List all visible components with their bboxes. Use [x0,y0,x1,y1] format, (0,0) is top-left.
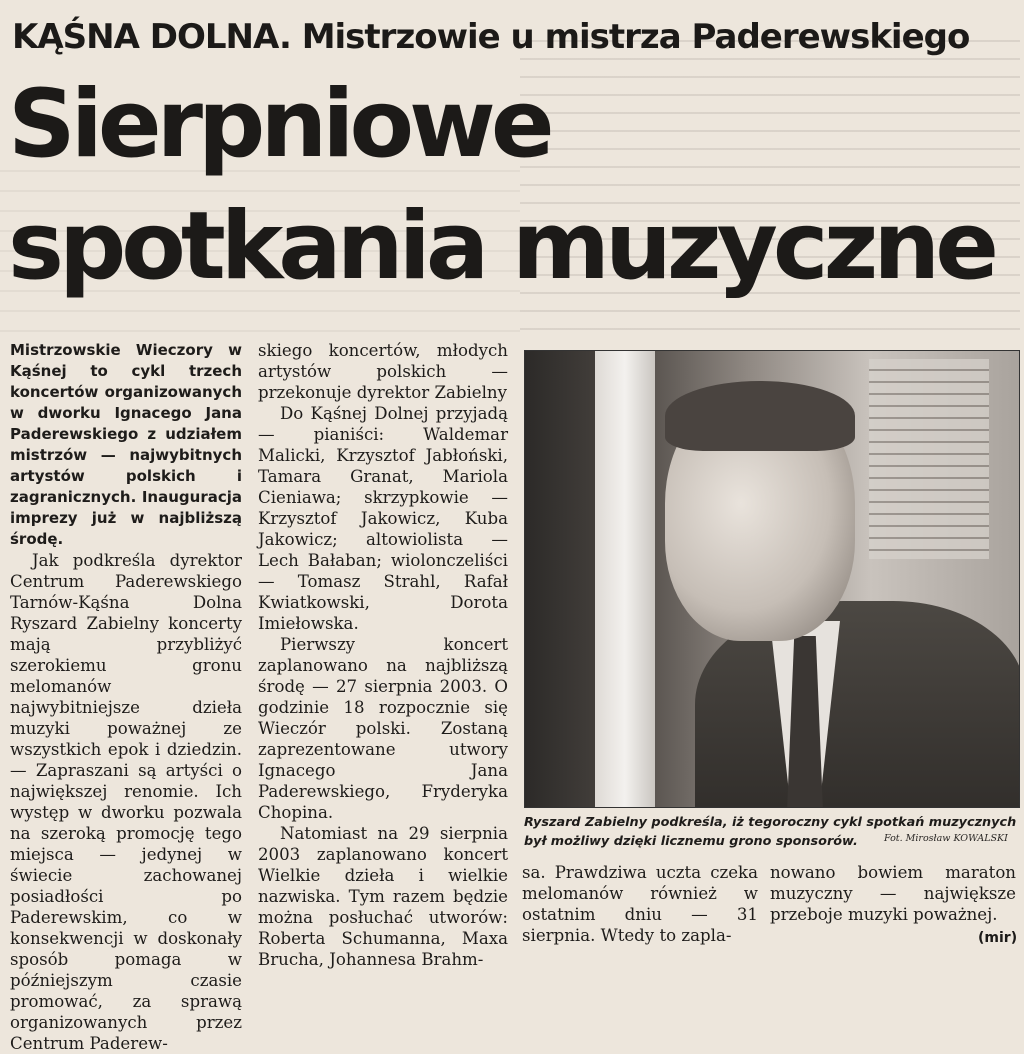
photo-credit: Fot. Mirosław KOWALSKI [884,833,1008,844]
lead-paragraph: Mistrzowskie Wieczory w Kąśnej to cykl trzech koncertów organizowanych w dworku Ignacego Jana Paderewskiego z udziałem mistrzów — najwybitnych artystów polskich i zagranicznych. Inauguracja imprezy już w najbliższą środę. [10,341,242,548]
headline-line-2: spotkania muzyczne [8,192,994,301]
article-kicker: KĄŚNA DOLNA. Mistrzowie u mistrza Paderewskiego [12,17,970,57]
column-1 [10,340,242,1054]
photo-hair [665,381,855,451]
body-paragraph: nowano bowiem maraton muzyczny — największe przeboje muzyki poważnej. [770,863,1016,924]
body-paragraph: sa. Prawdziwa uczta czeka melomanów również w ostatnim dniu — 31 sierpnia. Wtedy to zapla- [522,863,758,945]
body-paragraph: skiego koncertów, młodych artystów polskich — przekonuje dyrektor Zabielny [258,341,508,402]
body-paragraph: Do Kąśnej Dolnej przyjadą — pianiści: Waldemar Malicki, Krzysztof Jabłoński, Tamara Granat, Mariola Cieniawa; skrzypkowie — Krzysztof Jakowicz, Kuba Jakowicz; altowiolista — Lech Bałaban; wiolonczeliści — Tomasz Strahl, Rafał Kwiatkowski, Dorota Imiełowska. [258,404,508,633]
photo-wall-calendar [869,359,989,559]
column-4 [770,862,1016,925]
photo-door [595,351,655,807]
author-signature: (mir) [978,930,1018,946]
column-3 [522,862,758,946]
body-paragraph: Natomiast na 29 sierpnia 2003 zaplanowano koncert Wielkie dzieła i wielkie nazwiska. Tym razem będzie można posłuchać utworów: Roberta Schumanna, Maxa Brucha, Johannesa Brahm- [258,824,508,969]
portrait-photo [524,350,1020,808]
body-paragraph: Jak podkreśla dyrektor Centrum Paderewskiego Tarnów-Kąśna Dolna Ryszard Zabielny koncerty mają przybliżyć szerokiemu gronu melomanów najwybitniejsze dzieła muzyki poważnej ze wszystkich epok i dziedzin. — Zapraszani są artyści o największej renomie. Ich występ w dworku pozwala na szeroką promocję tego miejsca — jedynej w świecie zachowanej posiadłości po Paderewskim, co w konsekwencji w doskonały sposób pomaga w późniejszym czasie promować, za sprawą organizowanych przez Centrum Paderew- [10,551,242,1053]
body-paragraph: Pierwszy koncert zaplanowano na najbliższą środę — 27 sierpnia 2003. O godzinie 18 rozpocznie się Wieczór polski. Zostaną zaprezentowane utwory Ignacego Jana Paderewskiego, Fryderyka Chopina. [258,635,508,822]
headline-line-1: Sierpniowe [8,70,550,179]
column-2 [258,340,508,970]
photo-caption: Ryszard Zabielny podkreśla, iż tegoroczny cykl spotkań muzycznych był możliwy dzięki licznemu grono sponsorów. [524,815,1017,849]
